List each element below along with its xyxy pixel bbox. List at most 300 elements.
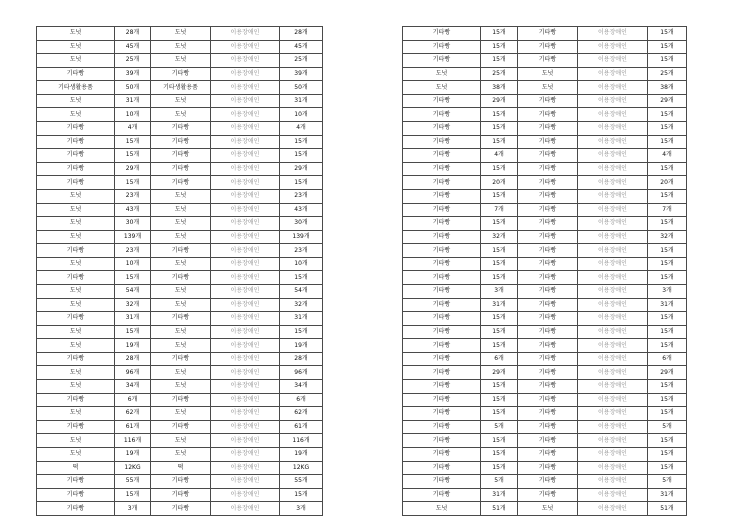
- recipient-cell: 이용장애인: [211, 271, 280, 285]
- recipient-cell: 이용장애인: [578, 257, 648, 271]
- left-table-body: [37, 27, 323, 516]
- recipient-cell: 이용장애인: [578, 162, 648, 176]
- quantity-cell: 15개: [481, 339, 518, 353]
- item-name-cell: 기타빵: [403, 461, 481, 475]
- item-name-cell: 도넛: [37, 284, 115, 298]
- distributed-quantity-cell: 62개: [280, 407, 323, 421]
- item-category-cell: 기타빵: [151, 244, 211, 258]
- quantity-cell: 15개: [481, 54, 518, 68]
- item-name-cell: 기타빵: [403, 162, 481, 176]
- item-category-cell: 기타빵: [518, 366, 578, 380]
- distributed-quantity-cell: 31개: [648, 298, 687, 312]
- item-category-cell: 기타빵: [151, 149, 211, 163]
- recipient-cell: 이용장애인: [211, 352, 280, 366]
- distributed-quantity-cell: 29개: [648, 366, 687, 380]
- recipient-cell: 이용장애인: [578, 352, 648, 366]
- table-row: [403, 380, 687, 394]
- item-category-cell: 기타빵: [151, 271, 211, 285]
- distributed-quantity-cell: 15개: [648, 108, 687, 122]
- recipient-cell: 이용장애인: [578, 81, 648, 95]
- quantity-cell: 61개: [115, 420, 151, 434]
- recipient-cell: 이용장애인: [211, 81, 280, 95]
- quantity-cell: 23개: [115, 244, 151, 258]
- item-name-cell: 기타빵: [403, 393, 481, 407]
- distributed-quantity-cell: 96개: [280, 366, 323, 380]
- item-name-cell: 기타빵: [403, 325, 481, 339]
- table-row: [403, 54, 687, 68]
- quantity-cell: 15개: [481, 27, 518, 41]
- item-category-cell: 도넛: [151, 108, 211, 122]
- item-category-cell: 도넛: [151, 27, 211, 41]
- quantity-cell: 15개: [481, 325, 518, 339]
- item-category-cell: 기타빵: [151, 162, 211, 176]
- quantity-cell: 15개: [481, 393, 518, 407]
- item-category-cell: 기타빵: [151, 352, 211, 366]
- distributed-quantity-cell: 15개: [648, 244, 687, 258]
- quantity-cell: 15개: [115, 135, 151, 149]
- recipient-cell: 이용장애인: [578, 189, 648, 203]
- quantity-cell: 29개: [115, 162, 151, 176]
- item-name-cell: 기타빵: [37, 162, 115, 176]
- recipient-cell: 이용장애인: [578, 135, 648, 149]
- recipient-cell: 이용장애인: [578, 244, 648, 258]
- table-row: [403, 244, 687, 258]
- item-name-cell: 기타빵: [37, 244, 115, 258]
- item-category-cell: 도넛: [151, 40, 211, 54]
- recipient-cell: 이용장애인: [578, 40, 648, 54]
- item-name-cell: 기타빵: [37, 271, 115, 285]
- distributed-quantity-cell: 28개: [280, 27, 323, 41]
- distributed-quantity-cell: 3개: [280, 502, 323, 516]
- recipient-cell: 이용장애인: [211, 230, 280, 244]
- item-name-cell: 기타빵: [403, 488, 481, 502]
- item-category-cell: 기타빵: [518, 434, 578, 448]
- distributed-quantity-cell: 7개: [648, 203, 687, 217]
- distributed-quantity-cell: 45개: [280, 40, 323, 54]
- table-row: [403, 298, 687, 312]
- table-row: [37, 108, 323, 122]
- quantity-cell: 29개: [481, 366, 518, 380]
- quantity-cell: 15개: [481, 122, 518, 136]
- item-category-cell: 기타빵: [518, 380, 578, 394]
- distributed-quantity-cell: 4개: [648, 149, 687, 163]
- distributed-quantity-cell: 10개: [280, 108, 323, 122]
- item-category-cell: 떡: [151, 461, 211, 475]
- quantity-cell: 6개: [115, 393, 151, 407]
- item-name-cell: 기타빵: [403, 271, 481, 285]
- distributed-quantity-cell: 32개: [648, 230, 687, 244]
- recipient-cell: 이용장애인: [211, 54, 280, 68]
- item-name-cell: 기타빵: [403, 176, 481, 190]
- recipient-cell: 이용장애인: [211, 339, 280, 353]
- distributed-quantity-cell: 20개: [648, 176, 687, 190]
- recipient-cell: 이용장애인: [211, 67, 280, 81]
- table-row: [403, 217, 687, 231]
- recipient-cell: 이용장애인: [211, 380, 280, 394]
- quantity-cell: 28개: [115, 27, 151, 41]
- item-name-cell: 도넛: [37, 257, 115, 271]
- recipient-cell: 이용장애인: [211, 407, 280, 421]
- item-category-cell: 도넛: [151, 284, 211, 298]
- table-row: [37, 176, 323, 190]
- recipient-cell: 이용장애인: [211, 189, 280, 203]
- quantity-cell: 25개: [481, 67, 518, 81]
- quantity-cell: 30개: [115, 217, 151, 231]
- table-row: [37, 352, 323, 366]
- item-name-cell: 기타빵: [403, 352, 481, 366]
- quantity-cell: 15개: [481, 257, 518, 271]
- item-name-cell: 기타빵: [403, 298, 481, 312]
- recipient-cell: 이용장애인: [211, 122, 280, 136]
- distributed-quantity-cell: 51개: [648, 502, 687, 516]
- distributed-quantity-cell: 29개: [648, 94, 687, 108]
- table-row: [403, 447, 687, 461]
- item-name-cell: 기타빵: [37, 149, 115, 163]
- item-category-cell: 기타빵: [518, 271, 578, 285]
- item-name-cell: 기타빵: [403, 149, 481, 163]
- table-row: [37, 461, 323, 475]
- table-row: [403, 203, 687, 217]
- distributed-quantity-cell: 25개: [280, 54, 323, 68]
- recipient-cell: 이용장애인: [578, 298, 648, 312]
- quantity-cell: 20개: [481, 176, 518, 190]
- recipient-cell: 이용장애인: [211, 108, 280, 122]
- table-row: [37, 380, 323, 394]
- table-row: [403, 122, 687, 136]
- distributed-quantity-cell: 15개: [648, 325, 687, 339]
- item-category-cell: 기타빵: [518, 488, 578, 502]
- distributed-quantity-cell: 32개: [280, 298, 323, 312]
- quantity-cell: 5개: [481, 475, 518, 489]
- item-name-cell: 기타빵: [403, 407, 481, 421]
- item-category-cell: 기타빵: [518, 352, 578, 366]
- quantity-cell: 15개: [481, 217, 518, 231]
- distributed-quantity-cell: 29개: [280, 162, 323, 176]
- recipient-cell: 이용장애인: [578, 217, 648, 231]
- recipient-cell: 이용장애인: [211, 325, 280, 339]
- item-category-cell: 도넛: [151, 298, 211, 312]
- item-category-cell: 기타빵: [151, 420, 211, 434]
- quantity-cell: 15개: [115, 149, 151, 163]
- recipient-cell: 이용장애인: [211, 502, 280, 516]
- table-row: [403, 393, 687, 407]
- recipient-cell: 이용장애인: [211, 298, 280, 312]
- recipient-cell: 이용장애인: [211, 475, 280, 489]
- item-category-cell: 기타빵: [518, 325, 578, 339]
- quantity-cell: 25개: [115, 54, 151, 68]
- item-name-cell: 기타빵: [403, 40, 481, 54]
- item-name-cell: 도넛: [37, 447, 115, 461]
- table-row: [403, 407, 687, 421]
- quantity-cell: 31개: [115, 94, 151, 108]
- recipient-cell: 이용장애인: [578, 366, 648, 380]
- table-row: [37, 54, 323, 68]
- item-name-cell: 기타빵: [37, 67, 115, 81]
- item-name-cell: 기타빵: [37, 420, 115, 434]
- quantity-cell: 96개: [115, 366, 151, 380]
- item-category-cell: 기타빵: [518, 108, 578, 122]
- recipient-cell: 이용장애인: [211, 284, 280, 298]
- table-row: [37, 420, 323, 434]
- item-name-cell: 기타빵: [403, 108, 481, 122]
- recipient-cell: 이용장애인: [211, 366, 280, 380]
- item-name-cell: 기타빵: [403, 122, 481, 136]
- item-category-cell: 기타빵: [518, 339, 578, 353]
- item-name-cell: 기타빵: [37, 312, 115, 326]
- recipient-cell: 이용장애인: [211, 176, 280, 190]
- distributed-quantity-cell: 6개: [648, 352, 687, 366]
- table-row: [37, 393, 323, 407]
- distributed-quantity-cell: 19개: [280, 447, 323, 461]
- item-name-cell: 기타빵: [37, 502, 115, 516]
- table-row: [403, 94, 687, 108]
- item-name-cell: 기타빵: [403, 380, 481, 394]
- item-category-cell: 기타빵: [518, 284, 578, 298]
- table-row: [37, 502, 323, 516]
- item-name-cell: 도넛: [37, 40, 115, 54]
- distributed-quantity-cell: 15개: [648, 27, 687, 41]
- item-name-cell: 기타빵: [403, 244, 481, 258]
- left-donation-table: [36, 26, 323, 516]
- table-row: [37, 298, 323, 312]
- recipient-cell: 이용장애인: [578, 447, 648, 461]
- recipient-cell: 이용장애인: [211, 27, 280, 41]
- recipient-cell: 이용장애인: [578, 475, 648, 489]
- table-row: [403, 420, 687, 434]
- item-category-cell: 도넛: [518, 502, 578, 516]
- distributed-quantity-cell: 15개: [648, 217, 687, 231]
- item-name-cell: 도넛: [37, 189, 115, 203]
- item-category-cell: 기타빵: [518, 420, 578, 434]
- item-name-cell: 기타빵: [37, 475, 115, 489]
- item-category-cell: 기타빵: [518, 393, 578, 407]
- table-row: [37, 325, 323, 339]
- quantity-cell: 15개: [481, 380, 518, 394]
- recipient-cell: 이용장애인: [211, 40, 280, 54]
- quantity-cell: 116개: [115, 434, 151, 448]
- item-name-cell: 도넛: [37, 339, 115, 353]
- table-row: [403, 366, 687, 380]
- item-name-cell: 도넛: [37, 298, 115, 312]
- item-category-cell: 기타빵: [518, 94, 578, 108]
- item-category-cell: 도넛: [151, 434, 211, 448]
- quantity-cell: 19개: [115, 339, 151, 353]
- quantity-cell: 32개: [115, 298, 151, 312]
- table-row: [37, 339, 323, 353]
- item-name-cell: 기타빵: [403, 230, 481, 244]
- quantity-cell: 38개: [481, 81, 518, 95]
- table-row: [37, 312, 323, 326]
- recipient-cell: 이용장애인: [578, 393, 648, 407]
- table-row: [403, 149, 687, 163]
- distributed-quantity-cell: 15개: [648, 135, 687, 149]
- item-category-cell: 기타빵: [518, 203, 578, 217]
- table-row: [403, 81, 687, 95]
- table-row: [37, 135, 323, 149]
- quantity-cell: 23개: [115, 189, 151, 203]
- quantity-cell: 10개: [115, 257, 151, 271]
- quantity-cell: 6개: [481, 352, 518, 366]
- item-category-cell: 기타빵: [518, 475, 578, 489]
- distributed-quantity-cell: 31개: [648, 488, 687, 502]
- table-row: [403, 488, 687, 502]
- recipient-cell: 이용장애인: [211, 94, 280, 108]
- recipient-cell: 이용장애인: [578, 339, 648, 353]
- item-category-cell: 기타빵: [151, 393, 211, 407]
- recipient-cell: 이용장애인: [578, 108, 648, 122]
- distributed-quantity-cell: 15개: [280, 176, 323, 190]
- distributed-quantity-cell: 15개: [648, 40, 687, 54]
- distributed-quantity-cell: 30개: [280, 217, 323, 231]
- distributed-quantity-cell: 10개: [280, 257, 323, 271]
- distributed-quantity-cell: 15개: [648, 447, 687, 461]
- distributed-quantity-cell: 12KG: [280, 461, 323, 475]
- item-category-cell: 기타빵: [151, 488, 211, 502]
- quantity-cell: 15개: [481, 271, 518, 285]
- distributed-quantity-cell: 6개: [280, 393, 323, 407]
- distributed-quantity-cell: 31개: [280, 312, 323, 326]
- quantity-cell: 43개: [115, 203, 151, 217]
- item-name-cell: 기타빵: [403, 94, 481, 108]
- item-name-cell: 기타빵: [403, 257, 481, 271]
- item-category-cell: 기타빵: [518, 176, 578, 190]
- item-name-cell: 도넛: [37, 203, 115, 217]
- table-row: [403, 162, 687, 176]
- quantity-cell: 15개: [481, 244, 518, 258]
- item-name-cell: 도넛: [403, 81, 481, 95]
- quantity-cell: 5개: [481, 420, 518, 434]
- right-table-body: [403, 27, 687, 516]
- item-category-cell: 기타빵: [518, 298, 578, 312]
- quantity-cell: 15개: [481, 434, 518, 448]
- quantity-cell: 139개: [115, 230, 151, 244]
- item-category-cell: 도넛: [151, 94, 211, 108]
- quantity-cell: 15개: [481, 162, 518, 176]
- table-row: [403, 189, 687, 203]
- item-category-cell: 기타빵: [518, 189, 578, 203]
- table-row: [37, 447, 323, 461]
- table-row: [37, 27, 323, 41]
- item-category-cell: 기타빵: [518, 230, 578, 244]
- table-row: [403, 108, 687, 122]
- item-name-cell: 도넛: [37, 108, 115, 122]
- recipient-cell: 이용장애인: [211, 162, 280, 176]
- quantity-cell: 45개: [115, 40, 151, 54]
- item-category-cell: 도넛: [151, 339, 211, 353]
- distributed-quantity-cell: 15개: [648, 312, 687, 326]
- quantity-cell: 4개: [481, 149, 518, 163]
- table-row: [403, 461, 687, 475]
- item-name-cell: 도넛: [37, 217, 115, 231]
- item-category-cell: 기타빵: [518, 447, 578, 461]
- distributed-quantity-cell: 5개: [648, 420, 687, 434]
- table-row: [403, 502, 687, 516]
- table-row: [37, 488, 323, 502]
- table-row: [403, 135, 687, 149]
- distributed-quantity-cell: 34개: [280, 380, 323, 394]
- distributed-quantity-cell: 31개: [280, 94, 323, 108]
- quantity-cell: 28개: [115, 352, 151, 366]
- item-category-cell: 기타빵: [518, 27, 578, 41]
- item-name-cell: 도넛: [403, 67, 481, 81]
- item-name-cell: 도넛: [37, 380, 115, 394]
- recipient-cell: 이용장애인: [211, 434, 280, 448]
- distributed-quantity-cell: 28개: [280, 352, 323, 366]
- table-row: [37, 122, 323, 136]
- recipient-cell: 이용장애인: [578, 67, 648, 81]
- recipient-cell: 이용장애인: [578, 271, 648, 285]
- table-row: [403, 271, 687, 285]
- item-category-cell: 기타빵: [518, 217, 578, 231]
- quantity-cell: 54개: [115, 284, 151, 298]
- recipient-cell: 이용장애인: [211, 312, 280, 326]
- recipient-cell: 이용장애인: [578, 54, 648, 68]
- quantity-cell: 15개: [481, 189, 518, 203]
- item-name-cell: 기타빵: [403, 366, 481, 380]
- item-name-cell: 기타빵: [37, 393, 115, 407]
- item-category-cell: 도넛: [518, 81, 578, 95]
- item-name-cell: 기타빵: [403, 189, 481, 203]
- recipient-cell: 이용장애인: [578, 284, 648, 298]
- table-row: [37, 230, 323, 244]
- distributed-quantity-cell: 19개: [280, 339, 323, 353]
- distributed-quantity-cell: 116개: [280, 434, 323, 448]
- recipient-cell: 이용장애인: [578, 407, 648, 421]
- item-name-cell: 도넛: [37, 407, 115, 421]
- item-category-cell: 기타빵: [518, 135, 578, 149]
- item-category-cell: 기타빵: [518, 40, 578, 54]
- item-category-cell: 도넛: [518, 67, 578, 81]
- recipient-cell: 이용장애인: [578, 434, 648, 448]
- item-name-cell: 기타빵: [403, 312, 481, 326]
- recipient-cell: 이용장애인: [211, 203, 280, 217]
- distributed-quantity-cell: 5개: [648, 475, 687, 489]
- distributed-quantity-cell: 15개: [280, 488, 323, 502]
- table-row: [403, 230, 687, 244]
- table-row: [403, 40, 687, 54]
- distributed-quantity-cell: 3개: [648, 284, 687, 298]
- table-row: [403, 284, 687, 298]
- quantity-cell: 7개: [481, 203, 518, 217]
- table-row: [37, 434, 323, 448]
- table-row: [37, 162, 323, 176]
- item-category-cell: 기타빵: [518, 312, 578, 326]
- recipient-cell: 이용장애인: [578, 461, 648, 475]
- recipient-cell: 이용장애인: [211, 244, 280, 258]
- distributed-quantity-cell: 15개: [280, 325, 323, 339]
- item-name-cell: 기타빵: [403, 203, 481, 217]
- distributed-quantity-cell: 15개: [648, 257, 687, 271]
- table-row: [37, 203, 323, 217]
- item-category-cell: 기타생활용품: [151, 81, 211, 95]
- distributed-quantity-cell: 39개: [280, 67, 323, 81]
- quantity-cell: 15개: [115, 325, 151, 339]
- item-name-cell: 기타빵: [403, 434, 481, 448]
- item-category-cell: 기타빵: [151, 176, 211, 190]
- item-category-cell: 도넛: [151, 407, 211, 421]
- distributed-quantity-cell: 4개: [280, 122, 323, 136]
- quantity-cell: 15개: [481, 407, 518, 421]
- recipient-cell: 이용장애인: [211, 257, 280, 271]
- recipient-cell: 이용장애인: [578, 420, 648, 434]
- quantity-cell: 34개: [115, 380, 151, 394]
- item-name-cell: 기타빵: [37, 122, 115, 136]
- recipient-cell: 이용장애인: [578, 94, 648, 108]
- item-name-cell: 기타빵: [403, 135, 481, 149]
- distributed-quantity-cell: 15개: [280, 271, 323, 285]
- item-category-cell: 기타빵: [518, 149, 578, 163]
- quantity-cell: 15개: [115, 271, 151, 285]
